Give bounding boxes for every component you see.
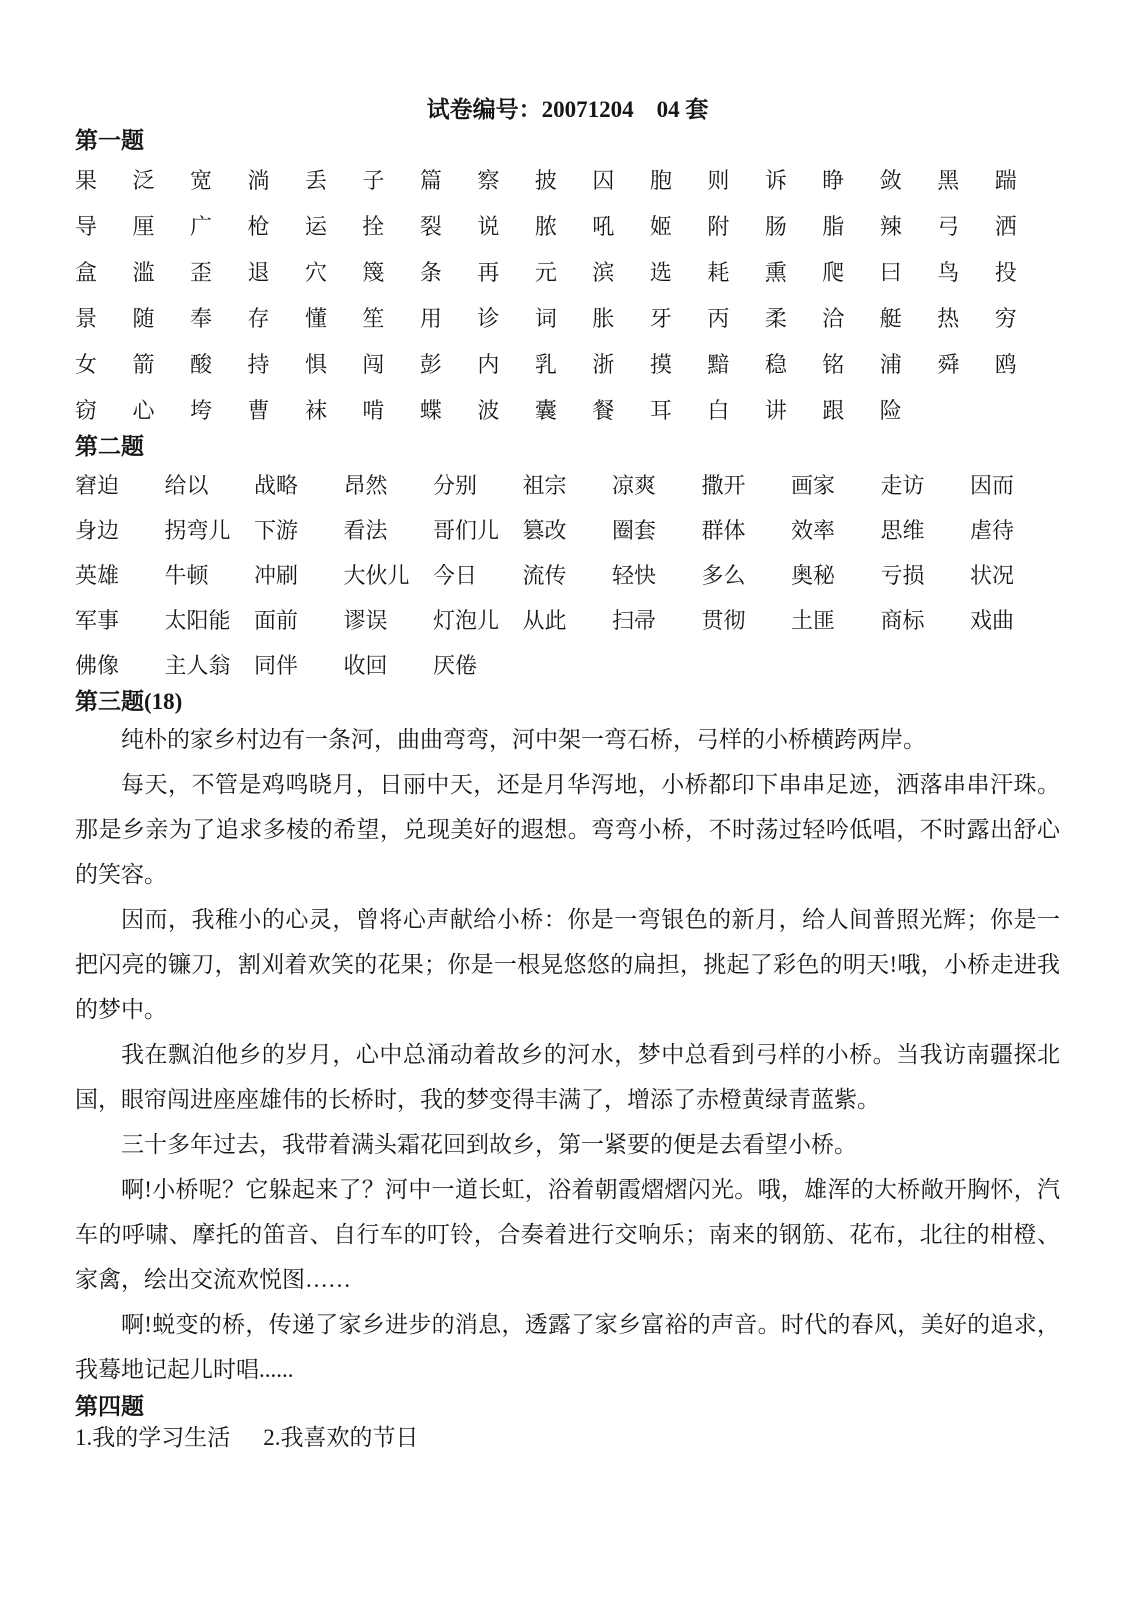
char-cell: 黑 bbox=[937, 167, 960, 193]
word-cell: 太阳能 bbox=[164, 608, 231, 633]
question-3-passage bbox=[75, 717, 1060, 1392]
section-question-3 bbox=[75, 687, 1060, 1392]
char-cell: 裂 bbox=[419, 213, 442, 239]
char-cell: 懂 bbox=[304, 305, 327, 331]
char-cell: 箭 bbox=[132, 351, 155, 377]
char-cell: 鸟 bbox=[937, 259, 960, 285]
char-cell: 滥 bbox=[132, 259, 155, 285]
word-row bbox=[75, 552, 1060, 597]
char-cell: 啃 bbox=[362, 397, 385, 423]
word-cell: 圈套 bbox=[612, 518, 657, 543]
word-cell: 身边 bbox=[75, 518, 120, 543]
char-cell: 辣 bbox=[879, 213, 902, 239]
word-cell: 亏损 bbox=[880, 563, 925, 588]
word-cell: 分别 bbox=[433, 473, 478, 498]
word-cell: 撒开 bbox=[701, 473, 746, 498]
word-cell: 戏曲 bbox=[970, 608, 1015, 633]
question-1-heading: 第一题 bbox=[75, 128, 144, 153]
char-cell: 踹 bbox=[994, 167, 1017, 193]
char-cell: 肠 bbox=[764, 213, 787, 239]
char-cell: 内 bbox=[477, 351, 500, 377]
section-question-2 bbox=[75, 432, 1060, 687]
char-cell: 再 bbox=[477, 259, 500, 285]
passage-paragraph: 我在飘泊他乡的岁月，心中总涌动着故乡的河水，梦中总看到弓样的小桥。当我访南疆探北国，眼帘闯进座座雄伟的长桥时，我的梦变得丰满了，增添了赤橙黄绿青蓝紫。 bbox=[75, 1042, 1060, 1112]
question-1-char-grid bbox=[75, 156, 1060, 432]
word-cell: 扫帚 bbox=[612, 608, 657, 633]
char-cell: 心 bbox=[132, 397, 155, 423]
char-cell: 姬 bbox=[649, 213, 672, 239]
char-cell: 牙 bbox=[649, 305, 672, 331]
topic-item: 2.我喜欢的节日 bbox=[263, 1425, 419, 1450]
char-cell: 察 bbox=[477, 167, 500, 193]
char-row bbox=[75, 156, 1017, 202]
word-cell: 篡改 bbox=[522, 518, 567, 543]
char-cell: 披 bbox=[534, 167, 557, 193]
char-cell: 导 bbox=[75, 213, 98, 239]
char-cell: 歪 bbox=[189, 259, 212, 285]
word-cell: 商标 bbox=[880, 608, 925, 633]
char-row bbox=[75, 386, 902, 432]
word-row bbox=[75, 642, 1060, 687]
char-cell: 附 bbox=[707, 213, 730, 239]
word-cell: 凉爽 bbox=[612, 473, 657, 498]
word-row bbox=[75, 507, 1060, 552]
word-cell: 奥秘 bbox=[791, 563, 836, 588]
word-cell: 同伴 bbox=[254, 653, 299, 678]
char-cell: 囚 bbox=[592, 167, 615, 193]
char-cell: 讲 bbox=[764, 397, 787, 423]
char-cell: 弓 bbox=[937, 213, 960, 239]
char-cell: 白 bbox=[707, 397, 730, 423]
word-cell: 看法 bbox=[343, 518, 388, 543]
word-cell: 灯泡儿 bbox=[433, 608, 500, 633]
char-cell: 耗 bbox=[707, 259, 730, 285]
passage-paragraph: 纯朴的家乡村边有一条河，曲曲弯弯，河中架一弯石桥，弓样的小桥横跨两岸。 bbox=[121, 727, 926, 752]
word-cell: 收回 bbox=[343, 653, 388, 678]
char-cell: 曹 bbox=[247, 397, 270, 423]
word-cell: 大伙儿 bbox=[343, 563, 410, 588]
char-cell: 吼 bbox=[592, 213, 615, 239]
char-cell: 拴 bbox=[362, 213, 385, 239]
passage-paragraph: 每天，不管是鸡鸣晓月，日丽中天，还是月华泻地，小桥都印下串串足迹，洒落串串汗珠。那是乡亲为了追求多棱的希望，兑现美好的遐想。弯弯小桥，不时荡过轻吟低唱，不时露出舒心的笑容。 bbox=[75, 772, 1060, 887]
char-cell: 篇 bbox=[419, 167, 442, 193]
word-cell: 从此 bbox=[522, 608, 567, 633]
word-cell: 战略 bbox=[254, 473, 299, 498]
char-cell: 艇 bbox=[879, 305, 902, 331]
word-cell: 今日 bbox=[433, 563, 478, 588]
char-row bbox=[75, 248, 1017, 294]
char-cell: 用 bbox=[419, 305, 442, 331]
char-cell: 枪 bbox=[247, 213, 270, 239]
char-cell: 随 bbox=[132, 305, 155, 331]
word-cell: 多么 bbox=[701, 563, 746, 588]
word-cell: 群体 bbox=[701, 518, 746, 543]
word-cell: 谬误 bbox=[343, 608, 388, 633]
char-cell: 鸥 bbox=[994, 351, 1017, 377]
word-cell: 效率 bbox=[791, 518, 836, 543]
word-row bbox=[75, 462, 1060, 507]
word-cell: 英雄 bbox=[75, 563, 120, 588]
word-cell: 土匪 bbox=[791, 608, 836, 633]
word-cell: 冲刷 bbox=[254, 563, 299, 588]
char-cell: 选 bbox=[649, 259, 672, 285]
char-cell: 餐 bbox=[592, 397, 615, 423]
passage-paragraph: 三十多年过去，我带着满头霜花回到故乡，第一紧要的便是去看望小桥。 bbox=[121, 1132, 857, 1157]
char-cell: 元 bbox=[534, 259, 557, 285]
char-cell: 果 bbox=[75, 167, 98, 193]
char-cell: 子 bbox=[362, 167, 385, 193]
char-cell: 跟 bbox=[822, 397, 845, 423]
passage-paragraph: 因而，我稚小的心灵，曾将心声献给小桥：你是一弯银色的新月，给人间普照光辉；你是一把闪亮的镰刀，割刈着欢笑的花果；你是一根晃悠悠的扁担，挑起了彩色的明天!哦，小桥走进我的梦中。 bbox=[75, 907, 1060, 1022]
char-cell: 篾 bbox=[362, 259, 385, 285]
char-cell: 惧 bbox=[304, 351, 327, 377]
char-cell: 诊 bbox=[477, 305, 500, 331]
char-cell: 则 bbox=[707, 167, 730, 193]
char-cell: 诉 bbox=[764, 167, 787, 193]
question-4-topics bbox=[75, 1422, 1060, 1454]
char-cell: 袜 bbox=[304, 397, 327, 423]
char-cell: 厘 bbox=[132, 213, 155, 239]
char-cell: 说 bbox=[477, 213, 500, 239]
char-cell: 宽 bbox=[189, 167, 212, 193]
char-cell: 穴 bbox=[304, 259, 327, 285]
char-cell: 条 bbox=[419, 259, 442, 285]
word-cell: 走访 bbox=[880, 473, 925, 498]
word-cell: 哥们儿 bbox=[433, 518, 500, 543]
char-cell: 泛 bbox=[132, 167, 155, 193]
char-cell: 胀 bbox=[592, 305, 615, 331]
char-cell: 摸 bbox=[649, 351, 672, 377]
char-cell: 浦 bbox=[879, 351, 902, 377]
char-cell: 敛 bbox=[879, 167, 902, 193]
char-row bbox=[75, 202, 1017, 248]
char-cell: 景 bbox=[75, 305, 98, 331]
char-cell: 垮 bbox=[189, 397, 212, 423]
question-2-heading: 第二题 bbox=[75, 434, 144, 459]
word-cell: 军事 bbox=[75, 608, 120, 633]
char-cell: 酸 bbox=[189, 351, 212, 377]
word-cell: 牛顿 bbox=[164, 563, 209, 588]
char-cell: 热 bbox=[937, 305, 960, 331]
char-cell: 丙 bbox=[707, 305, 730, 331]
word-cell: 状况 bbox=[970, 563, 1015, 588]
char-cell: 爬 bbox=[822, 259, 845, 285]
word-cell: 贯彻 bbox=[701, 608, 746, 633]
char-cell: 奉 bbox=[189, 305, 212, 331]
word-cell: 给以 bbox=[164, 473, 209, 498]
word-cell: 流传 bbox=[522, 563, 567, 588]
word-cell: 思维 bbox=[880, 518, 925, 543]
char-cell: 囊 bbox=[534, 397, 557, 423]
char-cell: 笙 bbox=[362, 305, 385, 331]
char-cell: 窃 bbox=[75, 397, 98, 423]
section-question-4 bbox=[75, 1392, 1060, 1454]
word-cell: 主人翁 bbox=[164, 653, 231, 678]
word-cell: 因而 bbox=[970, 473, 1015, 498]
word-cell: 轻快 bbox=[612, 563, 657, 588]
topic-item: 1.我的学习生活 bbox=[75, 1425, 231, 1450]
char-cell: 彭 bbox=[419, 351, 442, 377]
char-cell: 投 bbox=[994, 259, 1017, 285]
char-cell: 乳 bbox=[534, 351, 557, 377]
word-cell: 佛像 bbox=[75, 653, 120, 678]
char-cell: 蝶 bbox=[419, 397, 442, 423]
page-title: 试卷编号：20071204 04 套 bbox=[426, 97, 709, 122]
section-question-1 bbox=[75, 126, 1060, 432]
char-cell: 脓 bbox=[534, 213, 557, 239]
char-cell: 洽 bbox=[822, 305, 845, 331]
char-cell: 曰 bbox=[879, 259, 902, 285]
char-cell: 女 bbox=[75, 351, 98, 377]
char-cell: 胞 bbox=[649, 167, 672, 193]
char-cell: 淌 bbox=[247, 167, 270, 193]
char-cell: 险 bbox=[879, 397, 902, 423]
char-cell: 睁 bbox=[822, 167, 845, 193]
word-cell: 下游 bbox=[254, 518, 299, 543]
char-cell: 柔 bbox=[764, 305, 787, 331]
char-row bbox=[75, 340, 1017, 386]
question-4-heading: 第四题 bbox=[75, 1394, 144, 1419]
char-cell: 稳 bbox=[764, 351, 787, 377]
word-cell: 虐待 bbox=[970, 518, 1015, 543]
char-row bbox=[75, 294, 1017, 340]
char-cell: 退 bbox=[247, 259, 270, 285]
char-cell: 熏 bbox=[764, 259, 787, 285]
char-cell: 盒 bbox=[75, 259, 98, 285]
question-3-heading: 第三题(18) bbox=[75, 689, 183, 714]
word-row bbox=[75, 597, 1060, 642]
word-cell: 画家 bbox=[791, 473, 836, 498]
char-cell: 波 bbox=[477, 397, 500, 423]
char-cell: 耳 bbox=[649, 397, 672, 423]
char-cell: 洒 bbox=[994, 213, 1017, 239]
char-cell: 闯 bbox=[362, 351, 385, 377]
char-cell: 铭 bbox=[822, 351, 845, 377]
char-cell: 浙 bbox=[592, 351, 615, 377]
word-cell: 祖宗 bbox=[522, 473, 567, 498]
char-cell: 穷 bbox=[994, 305, 1017, 331]
char-cell: 持 bbox=[247, 351, 270, 377]
char-cell: 脂 bbox=[822, 213, 845, 239]
char-cell: 存 bbox=[247, 305, 270, 331]
word-cell: 面前 bbox=[254, 608, 299, 633]
char-cell: 丢 bbox=[304, 167, 327, 193]
word-cell: 拐弯儿 bbox=[164, 518, 231, 543]
passage-paragraph: 啊!蜕变的桥，传递了家乡进步的消息，透露了家乡富裕的声音。时代的春风，美好的追求，我蓦地记起儿时唱...... bbox=[75, 1312, 1060, 1382]
char-cell: 运 bbox=[304, 213, 327, 239]
question-2-word-grid bbox=[75, 462, 1060, 687]
char-cell: 词 bbox=[534, 305, 557, 331]
char-cell: 广 bbox=[189, 213, 212, 239]
word-cell: 昂然 bbox=[343, 473, 388, 498]
word-cell: 厌倦 bbox=[433, 653, 478, 678]
char-cell: 舜 bbox=[937, 351, 960, 377]
word-cell: 窘迫 bbox=[75, 473, 120, 498]
char-cell: 黯 bbox=[707, 351, 730, 377]
passage-paragraph: 啊!小桥呢？它躲起来了？河中一道长虹，浴着朝霞熠熠闪光。哦，雄浑的大桥敞开胸怀，汽车的呼啸、摩托的笛音、自行车的叮铃，合奏着进行交响乐；南来的钢筋、花布，北往的柑橙、家禽，绘出交流欢悦图…… bbox=[75, 1177, 1060, 1292]
char-cell: 滨 bbox=[592, 259, 615, 285]
